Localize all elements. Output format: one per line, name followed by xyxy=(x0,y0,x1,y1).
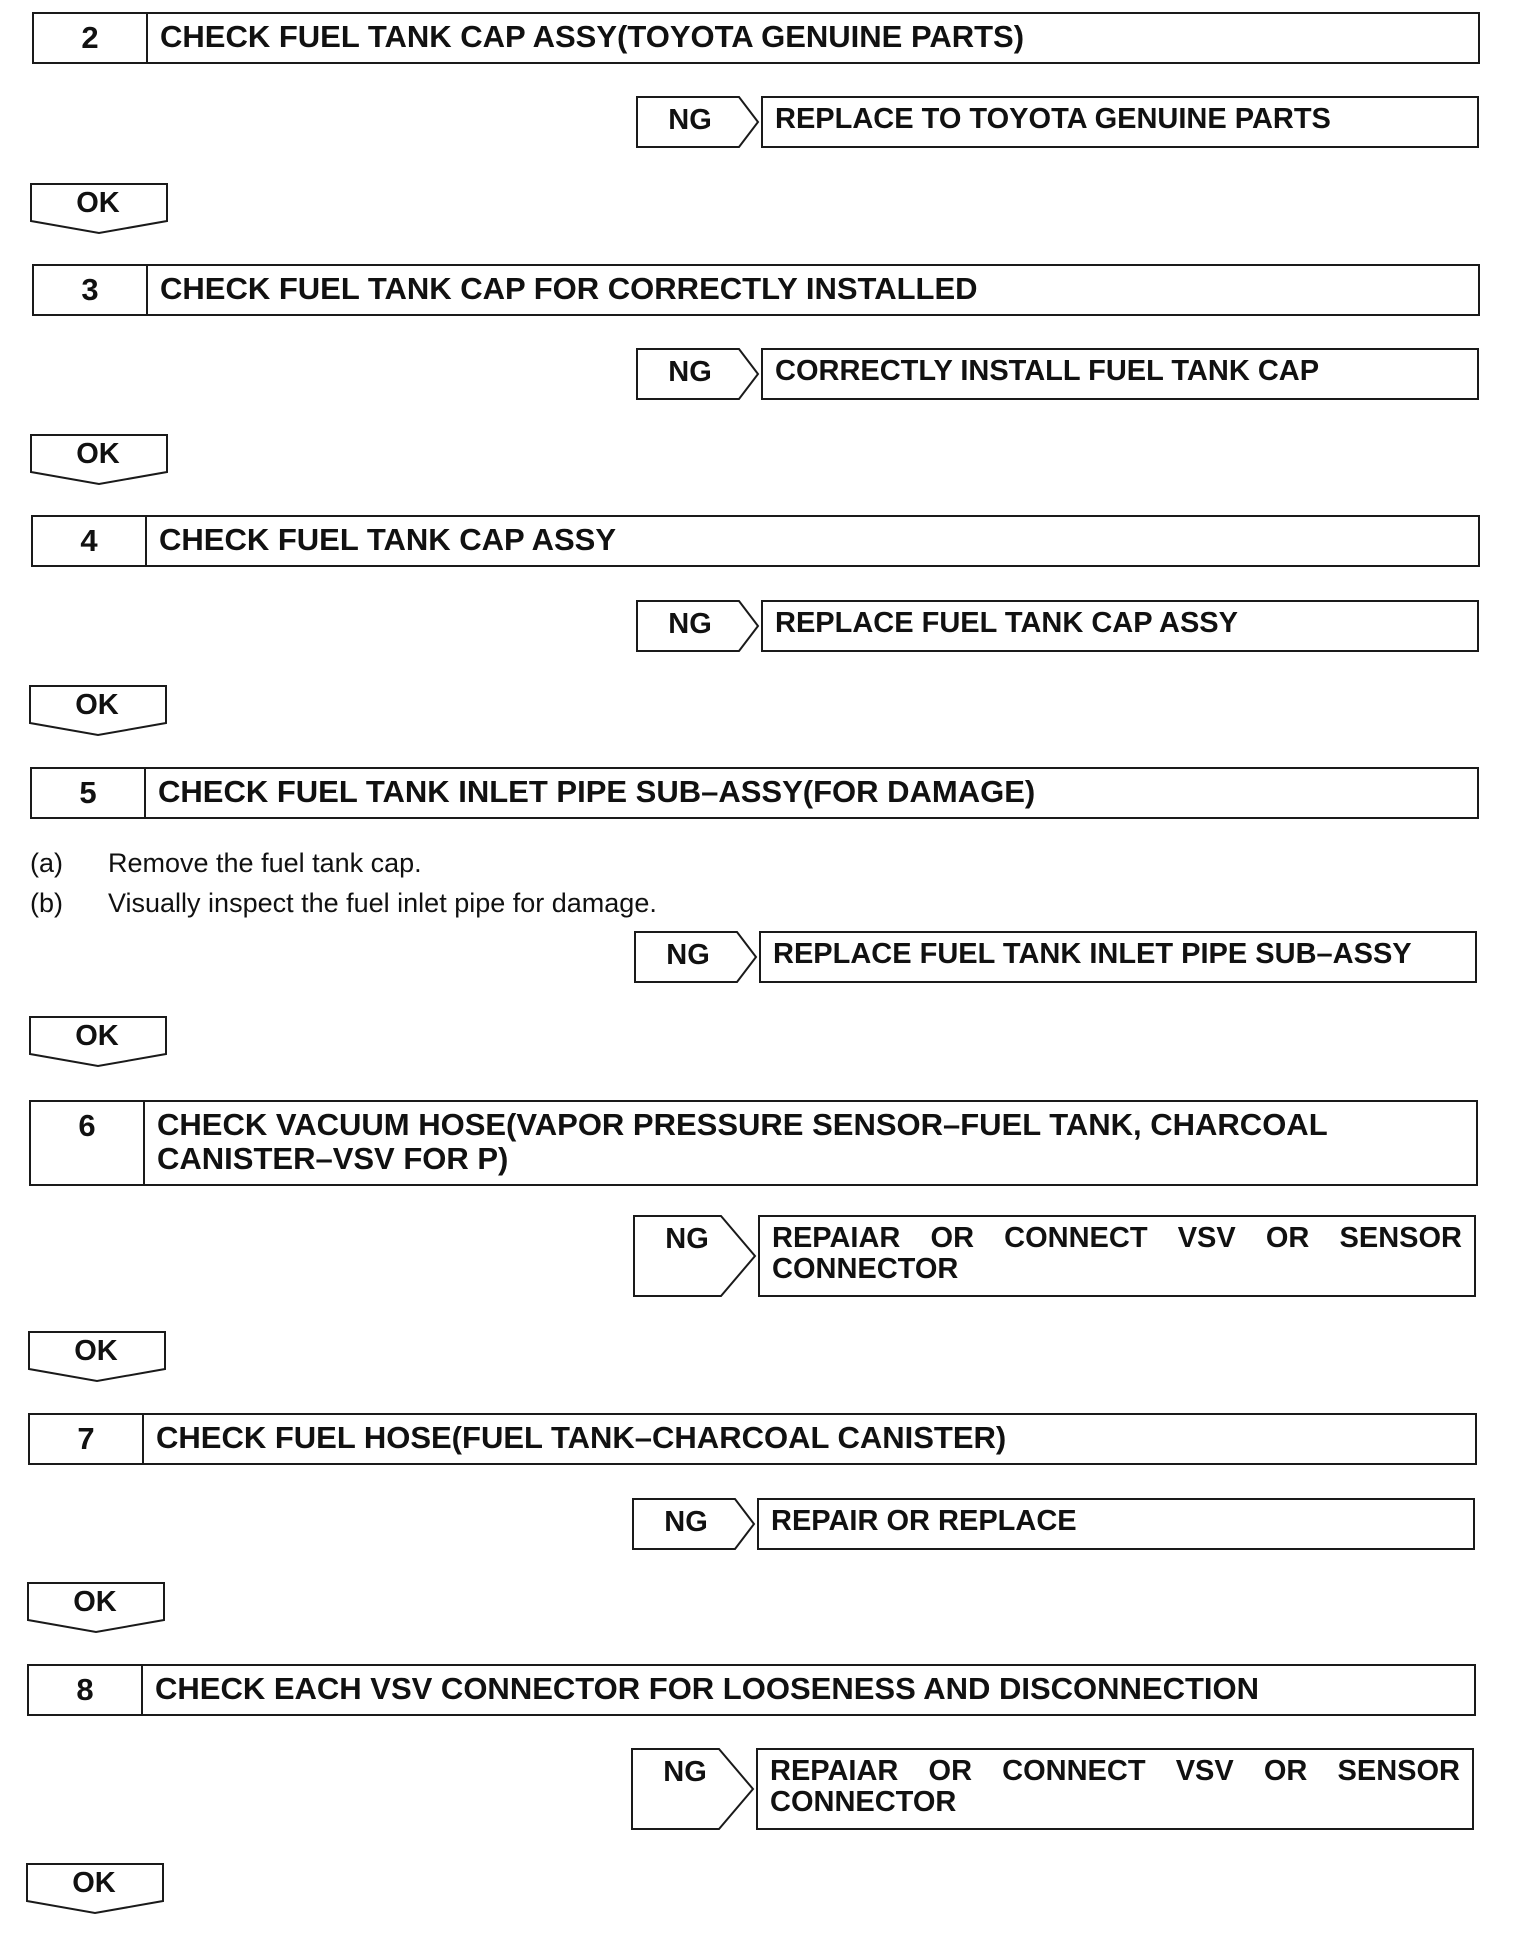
ok-label: OK xyxy=(75,689,119,721)
step-3-ng-branch xyxy=(636,348,1479,400)
ng-action-box: REPAIR OR REPLACE xyxy=(757,1498,1475,1550)
step-6-header xyxy=(29,1100,1478,1186)
step-number: 2 xyxy=(34,14,148,62)
substep-letter: (a) xyxy=(30,848,63,878)
step-7-header xyxy=(28,1413,1477,1465)
step-8-header xyxy=(27,1664,1476,1716)
step-5-ng-branch xyxy=(634,931,1477,983)
substep-letter: (b) xyxy=(30,888,63,918)
step-title: CHECK EACH VSV CONNECTOR FOR LOOSENESS AND DISCONNECTION xyxy=(155,1671,1260,1706)
ok-label: OK xyxy=(73,1586,117,1618)
step-title: CHECK FUEL TANK CAP ASSY xyxy=(159,522,617,557)
ok-label: OK xyxy=(74,1335,118,1367)
ng-label: NG xyxy=(664,1506,708,1538)
ng-label: NG xyxy=(665,1223,709,1255)
ok-branch-arrow xyxy=(29,1016,169,1068)
step-number: 8 xyxy=(29,1666,143,1714)
ok-branch-arrow xyxy=(26,1863,166,1915)
step-number: 4 xyxy=(33,517,147,565)
step-number: 3 xyxy=(34,266,148,314)
ng-label: NG xyxy=(668,608,712,640)
step-title: CHECK FUEL TANK CAP ASSY(TOYOTA GENUINE PARTS) xyxy=(160,19,1025,54)
ng-label: NG xyxy=(668,104,712,136)
ok-label: OK xyxy=(75,1020,119,1052)
ng-arrow xyxy=(636,96,761,148)
step-number: 6 xyxy=(31,1102,145,1184)
ok-branch-arrow xyxy=(29,685,169,737)
ok-branch-arrow xyxy=(27,1582,167,1634)
step-5-header xyxy=(30,767,1479,819)
ng-action-box: REPLACE FUEL TANK INLET PIPE SUB–ASSY xyxy=(759,931,1477,983)
ok-branch-arrow xyxy=(30,434,170,486)
ng-action-box: REPAIAR OR CONNECT VSV OR SENSOR CONNECTOR xyxy=(758,1215,1476,1297)
ng-arrow xyxy=(632,1498,757,1550)
substep-text: Visually inspect the fuel inlet pipe for damage. xyxy=(108,888,657,918)
ng-arrow xyxy=(636,348,761,400)
substep-a xyxy=(30,848,422,879)
ng-arrow xyxy=(634,931,759,983)
step-number: 7 xyxy=(30,1415,144,1463)
ng-label: NG xyxy=(666,939,710,971)
step-title: CHECK FUEL TANK INLET PIPE SUB–ASSY(FOR DAMAGE) xyxy=(158,774,1036,809)
step-8-ng-branch xyxy=(631,1748,1474,1830)
ng-action-box: REPLACE TO TOYOTA GENUINE PARTS xyxy=(761,96,1479,148)
step-title: CHECK FUEL TANK CAP FOR CORRECTLY INSTALLED xyxy=(160,271,978,306)
step-4-ng-branch xyxy=(636,600,1479,652)
step-number: 5 xyxy=(32,769,146,817)
step-title: CHECK FUEL HOSE(FUEL TANK–CHARCOAL CANISTER) xyxy=(156,1420,1007,1455)
ng-action-box: REPLACE FUEL TANK CAP ASSY xyxy=(761,600,1479,652)
ng-action-box: REPAIAR OR CONNECT VSV OR SENSOR CONNECTOR xyxy=(756,1748,1474,1830)
step-7-ng-branch xyxy=(632,1498,1475,1550)
ok-label: OK xyxy=(76,438,120,470)
ng-action-box: CORRECTLY INSTALL FUEL TANK CAP xyxy=(761,348,1479,400)
step-4-header xyxy=(31,515,1480,567)
ok-label: OK xyxy=(76,187,120,219)
substep-text: Remove the fuel tank cap. xyxy=(108,848,422,878)
ng-label: NG xyxy=(663,1756,707,1788)
ng-label: NG xyxy=(668,356,712,388)
step-2-header xyxy=(32,12,1480,64)
ng-arrow xyxy=(636,600,761,652)
ng-arrow xyxy=(633,1215,758,1297)
substep-b xyxy=(30,888,657,919)
step-2-ng-branch xyxy=(636,96,1479,148)
step-title: CHECK VACUUM HOSE(VAPOR PRESSURE SENSOR–FUEL TANK, CHARCOAL CANISTER–VSV FOR P) xyxy=(157,1107,1328,1176)
ok-branch-arrow xyxy=(30,183,170,235)
step-3-header xyxy=(32,264,1480,316)
ok-branch-arrow xyxy=(28,1331,168,1383)
ng-arrow xyxy=(631,1748,756,1830)
ok-label: OK xyxy=(72,1867,116,1899)
step-6-ng-branch xyxy=(633,1215,1476,1297)
